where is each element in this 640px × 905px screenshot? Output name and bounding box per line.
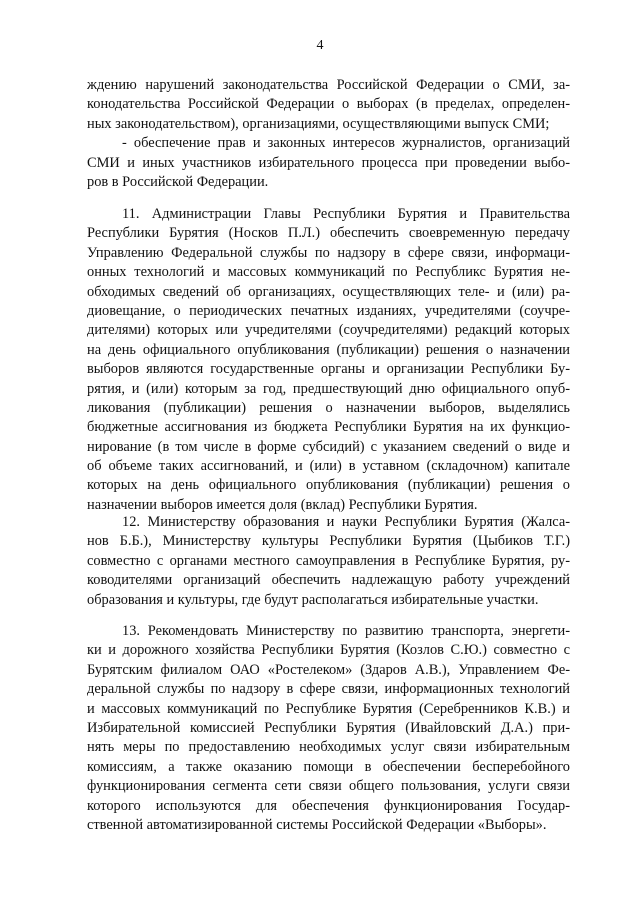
text-line: ководителями организаций обеспечить надлежащую работу учреждений — [87, 572, 570, 589]
text-line: ликования (публикации) решения о назначении выборов, выделялись — [87, 399, 570, 416]
text-line: выборов являются государственные органы и организации Республики Бу- — [87, 361, 570, 378]
paragraph-continuation — [87, 76, 570, 192]
text-line: 11. Администрации Главы Республики Бурятия и Правительства — [122, 206, 570, 222]
paragraph-12 — [87, 513, 570, 610]
page-number: 4 — [316, 38, 324, 53]
text-line: нов Б.Б.), Министерству культуры Республики Бурятия (Цыбиков Т.Г.) — [87, 533, 570, 550]
text-line: Бурятским филиалом ОАО «Ростелеком» (Здаров А.В.), Управлением Фе- — [87, 661, 570, 678]
text-line: - обеспечение прав и законных интересов журналистов, организаций — [122, 135, 570, 152]
text-line: нирование (в том числе в форме субсидий) с указанием сведений о виде и — [87, 438, 570, 455]
text-line: назначении выборов имеется доля (вклад) Республики Бурятия. — [87, 496, 478, 513]
text-line: дителями) которых или учредителями (соучредителями) редакций которых — [87, 322, 570, 339]
paragraph-11 — [87, 205, 570, 515]
text-line: Республики Бурятия (Носков П.Л.) обеспечить своевременную передачу — [87, 225, 570, 242]
text-line: онных технологий и массовых коммуникаций по Республикс Бурятия не- — [87, 264, 570, 281]
text-line: ки и дорожного хозяйства Республики Бурятия (Козлов С.Ю.) совместно с — [87, 642, 570, 659]
text-line: Управлению Федеральной службы по надзору в сфере связи, информаци- — [87, 244, 570, 261]
text-line: ждению нарушений законодательства Российской Федерации о СМИ, за- — [87, 77, 570, 93]
text-line: ров в Российской Федерации. — [87, 173, 269, 190]
text-line: деральной службы по надзору в сфере связи, информационных технологий — [87, 681, 570, 698]
text-line: СМИ и иных участников избирательного процесса при проведении выбо- — [87, 154, 570, 171]
paragraph-13 — [87, 622, 570, 835]
text-line: рятия, и (или) которым за год, предшествующий дню официального опуб- — [87, 380, 570, 397]
text-line: конодательства Российской Федерации о выборах (в пределах, определен- — [87, 96, 570, 113]
text-line: 12. Министерству образования и науки Республики Бурятия (Жалса- — [122, 514, 570, 530]
text-line: Избирательной комиссией Республики Бурятия (Ивайловский Д.А.) при- — [87, 719, 570, 736]
text-line: на день официального опубликования (публикации) решения о назначении — [87, 341, 570, 358]
text-line: образования и культуры, где будут располагаться избирательные участки. — [87, 591, 539, 608]
text-line: бюджетные ассигнования из бюджета Республики Бурятия на их функцио- — [87, 419, 570, 436]
text-line: которых на день официального опубликования (публикации) решения о — [87, 477, 570, 494]
text-line: функционирования сегмента сети связи общего пользования, услуги связи — [87, 778, 570, 795]
text-line: ственной автоматизированной системы Российской Федерации «Выборы». — [87, 816, 547, 833]
text-line: совместно с органами местного самоуправления в Республике Бурятия, ру- — [87, 552, 570, 569]
text-line: которого используются для обеспечения функционирования Государ- — [87, 797, 570, 814]
text-line: ных законодательством), организациями, осуществляющими выпуск СМИ; — [87, 115, 550, 132]
text-line: нять меры по предоставлению необходимых услуг связи избирательным — [87, 739, 570, 756]
text-line: диовещание, о периодических печатных изданиях, учредителями (соучре- — [87, 302, 570, 319]
text-line: и массовых коммуникаций по Республике Бурятия (Серебренников К.В.) и — [87, 700, 570, 717]
text-line: комиссиям, а также оказанию помощи в обеспечении бесперебойного — [87, 758, 570, 775]
text-line: обходимых сведений об организациях, осуществляющих теле- и (или) ра- — [87, 283, 570, 300]
text-line: об объеме таких ассигнований, и (или) в уставном (складочном) капитале — [87, 458, 570, 475]
text-line: 13. Рекомендовать Министерству по развитию транспорта, энергети- — [122, 623, 570, 639]
